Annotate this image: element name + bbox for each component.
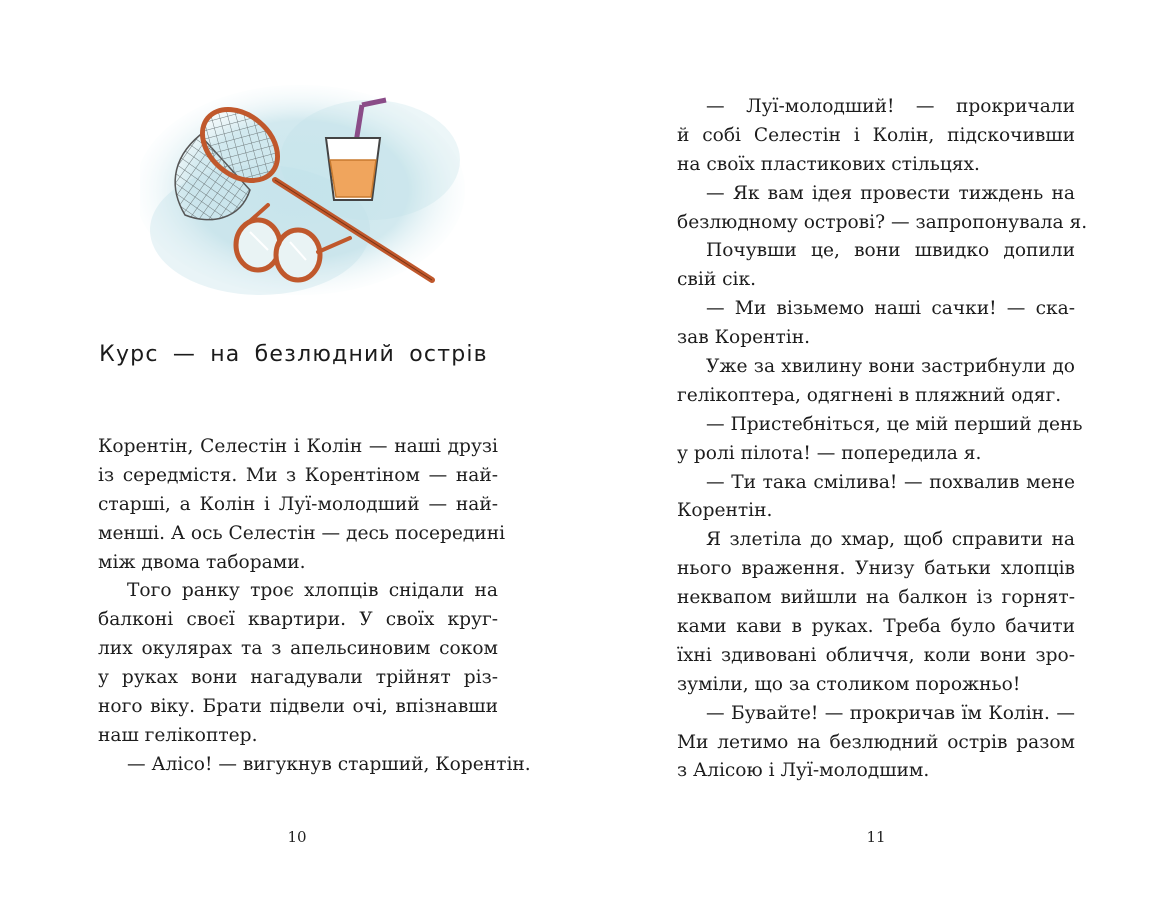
text-line: Я злетіла до хмар, щоб справити на: [706, 529, 1075, 551]
text-line: ками кави в руках. Треба було бачити: [677, 616, 1075, 638]
text-line: Того ранку троє хлопців снідали на: [127, 580, 498, 602]
text-line: неквапом вийшли на балкон із горнят-: [677, 587, 1075, 609]
text-line: з Алісою і Луї-молодшим.: [677, 760, 930, 782]
left-body-text: [98, 433, 531, 780]
text-line: — Бувайте! — прокричав їм Колін. —: [706, 702, 1075, 724]
text-line: із середмістя. Ми з Корентіном — най-: [98, 464, 498, 486]
text-line: — Ти така смілива! — похвалив мене: [706, 471, 1075, 493]
text-line: Ми летимо на безлюдний острів разом: [677, 731, 1075, 753]
right-page: [587, 0, 1174, 903]
text-line: у ролі пілота! — попередила я.: [677, 442, 982, 464]
text-line: менші. А ось Селестін — десь посередині: [98, 522, 506, 544]
text-line: свій сік.: [677, 269, 757, 291]
text-line: Уже за хвилину вони застрибнули до: [706, 356, 1075, 378]
text-line: Почувши це, вони швидко допили: [706, 240, 1075, 262]
text-line: лих окулярах та з апельсиновим соком: [98, 638, 498, 660]
text-line: зав Корентін.: [677, 327, 811, 349]
text-line: у руках вони нагадували трійнят різ-: [98, 667, 498, 689]
text-line: зуміли, що за столиком порожньо!: [677, 673, 1021, 695]
text-line: — Пристебніться, це мій перший день: [706, 413, 1083, 435]
text-line: безлюдному острові? — запропонувала я.: [677, 211, 1088, 233]
text-line: — Алісо! — вигукнув старший, Корентін.: [127, 753, 531, 775]
text-line: між двома таборами.: [98, 551, 306, 573]
text-line: ного віку. Брати підвели очі, впізнавши: [98, 696, 498, 718]
text-line: нього враження. Унизу батьки хлопців: [677, 558, 1075, 580]
right-body-text: [677, 93, 1088, 786]
page-number: 11: [866, 828, 886, 846]
text-line: наш гелікоптер.: [98, 724, 258, 746]
chapter-title: Курс — на безлюдний острів: [99, 342, 488, 367]
text-line: гелікоптера, одягнені в пляжний одяг.: [677, 384, 1062, 406]
text-line: балконі своєї квартири. У своїх круг-: [98, 609, 498, 631]
chapter-illustration: [140, 80, 480, 305]
page-number: 10: [287, 828, 307, 846]
text-line: — Як вам ідея провести тиждень на: [706, 182, 1075, 204]
text-line: їхні здивовані обличчя, коли вони зро-: [677, 644, 1075, 666]
text-line: Корентін, Селестін і Колін — наші друзі: [98, 436, 498, 457]
text-line: на своїх пластикових стільцях.: [677, 153, 980, 175]
text-line: — Луї-молодший! — прокричали: [706, 96, 1075, 117]
text-line: — Ми візьмемо наші сачки! — ска-: [706, 298, 1075, 320]
text-line: старші, а Колін і Луї-молодший — най-: [98, 493, 498, 515]
text-line: Корентін.: [677, 500, 773, 522]
text-line: й собі Селестін і Колін, підскочивши: [677, 124, 1075, 146]
